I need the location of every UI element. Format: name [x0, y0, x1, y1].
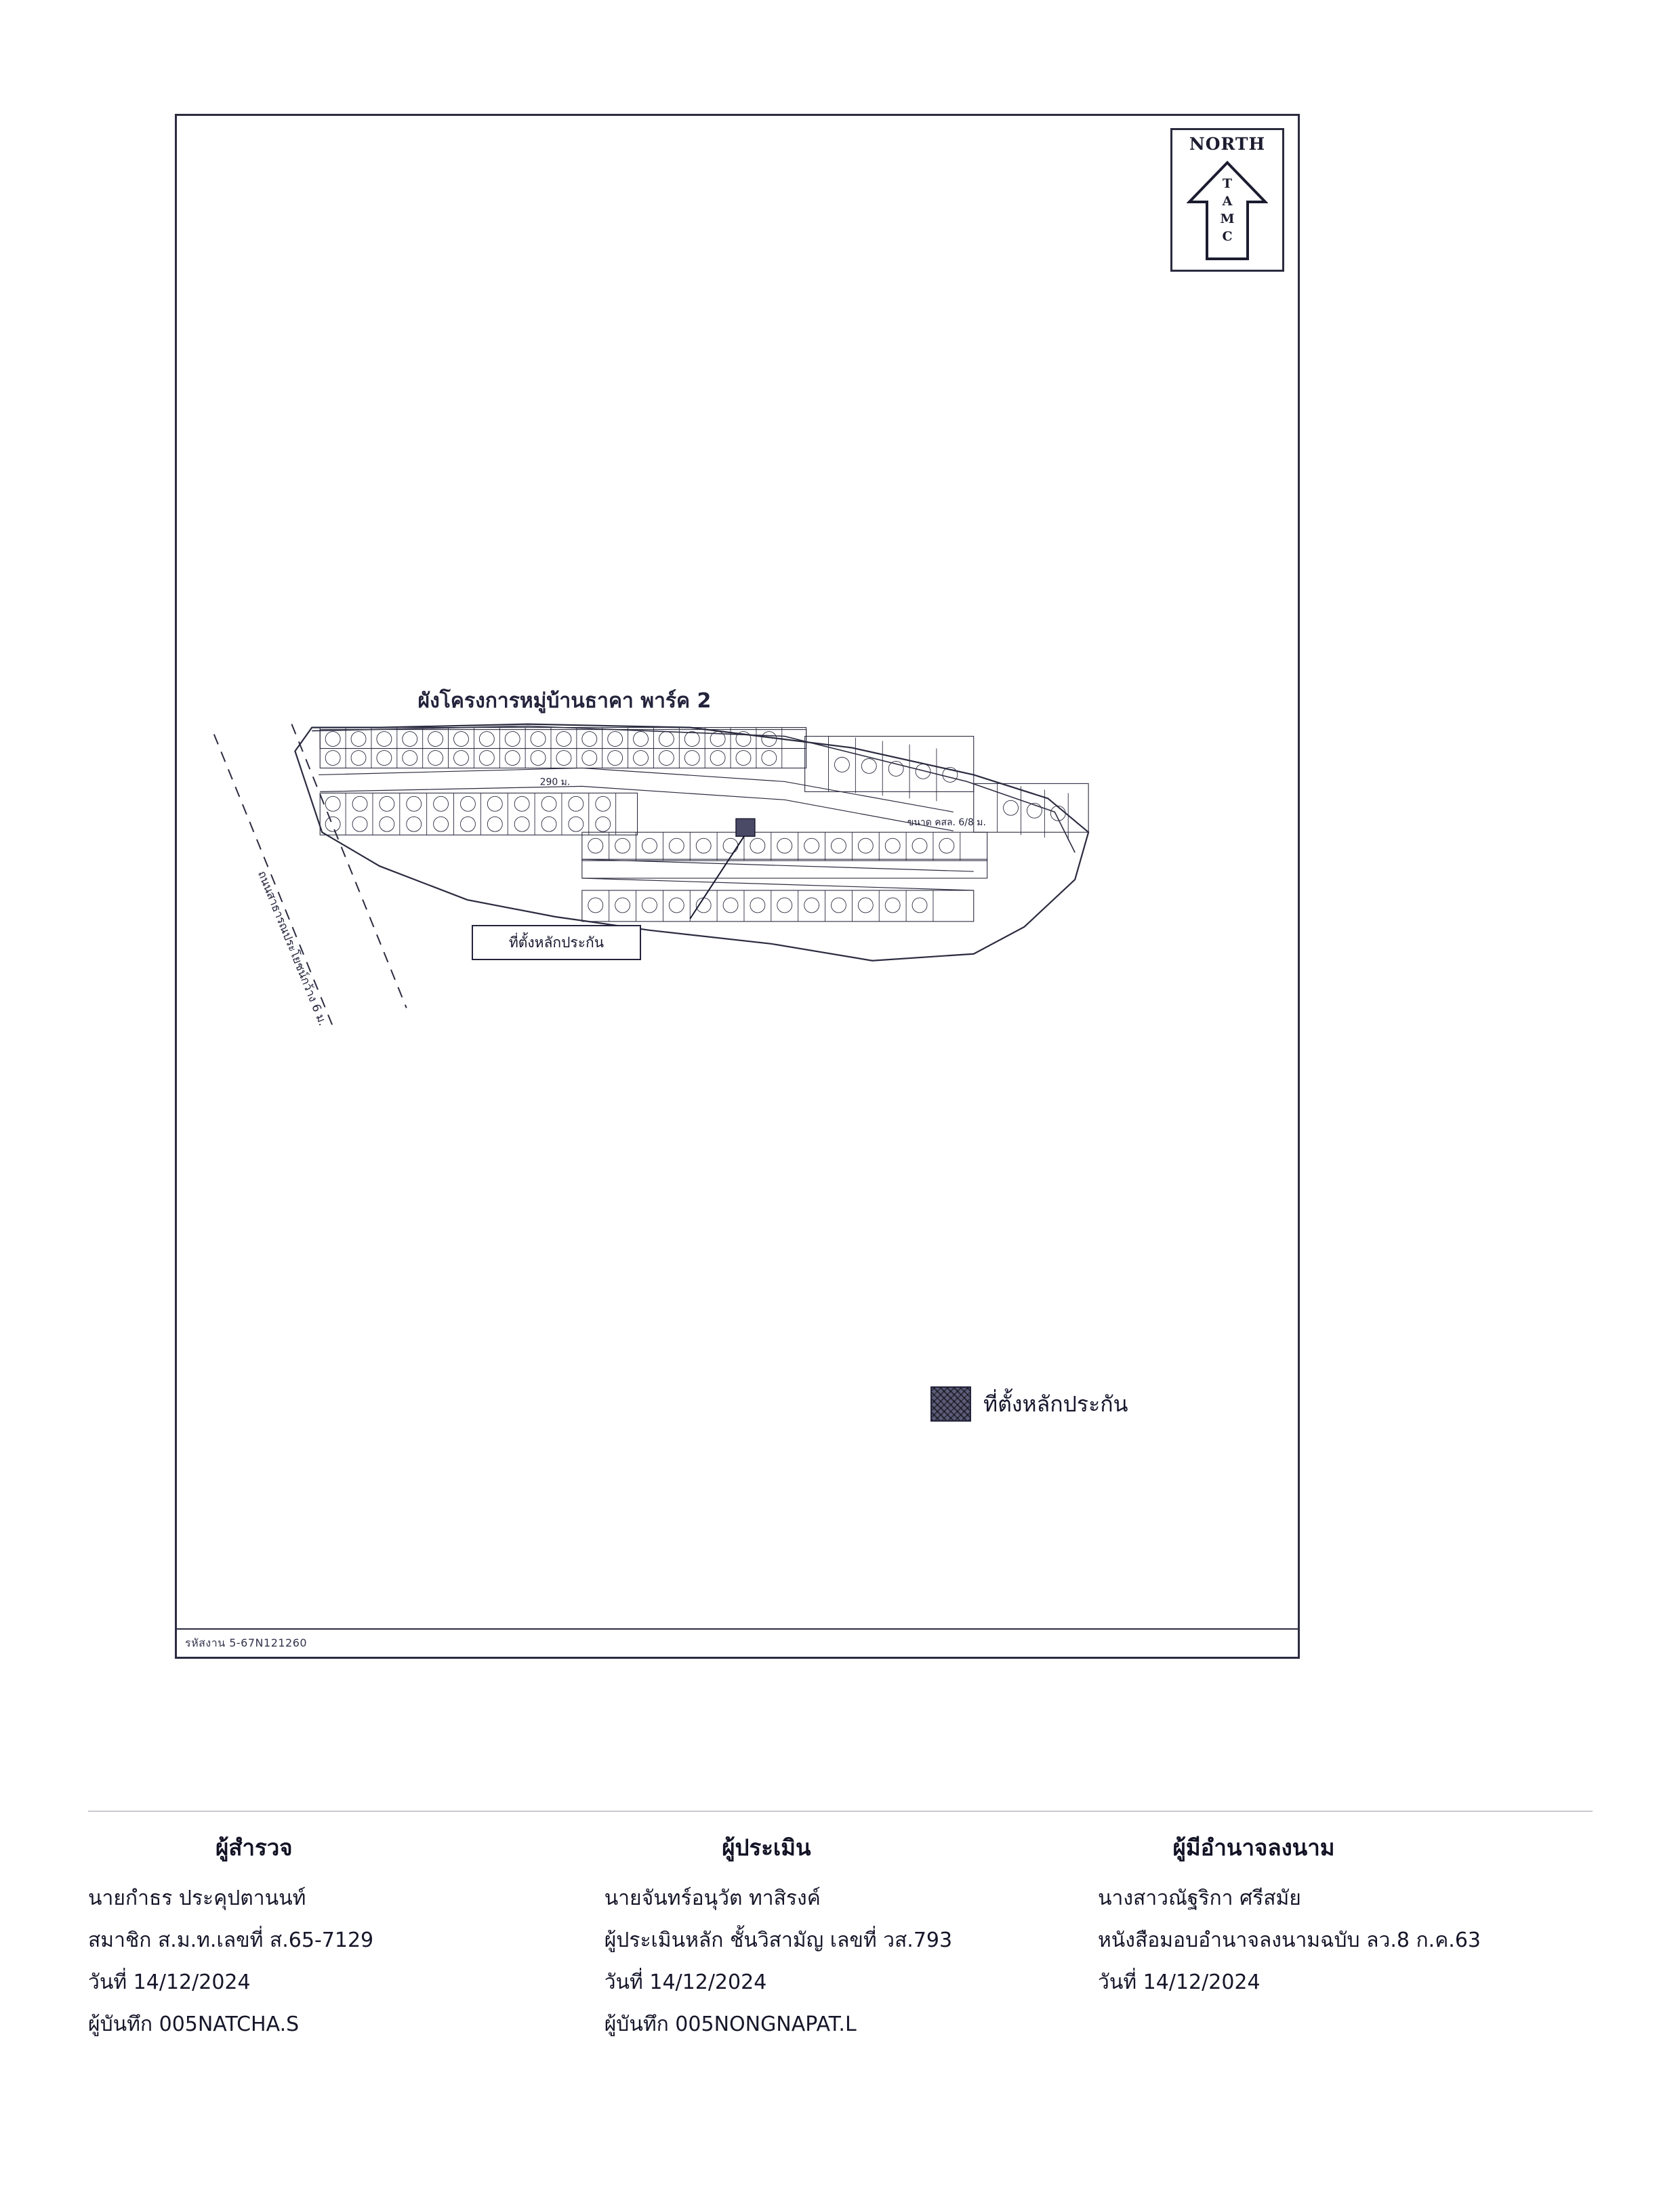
tamc-letter: T [1222, 176, 1233, 191]
signature-line: ผู้บันทึก 005NONGNAPAT.L [604, 2012, 857, 2036]
signature-line: ผู้บันทึก 005NATCHA.S [88, 2012, 300, 2036]
plan-title-text: ผังโครงการหมู่บ้านธาคา พาร์ค 2 [417, 689, 712, 713]
signature-column-authorized [1091, 1830, 1593, 2046]
signature-line: ผู้ประเมินหลัก ชั้นวิสามัญ เลขที่ วส.793 [604, 1928, 953, 1952]
signature-line: นายกำธร ประคุปตานนท์ [88, 1886, 306, 1910]
signature-line: วันที่ 14/12/2024 [604, 1970, 767, 1994]
north-label: NORTH [1189, 134, 1266, 154]
tamc-letter: A [1222, 194, 1233, 209]
collateral-callout [472, 925, 641, 960]
tamc-letter: C [1222, 229, 1233, 244]
collateral-callout-label: ที่ตั้งหลักประกัน [508, 934, 605, 951]
subdivision-drawing [177, 116, 1298, 1657]
svg-text:ถนนสาธารณประโยชน์กว้าง 6 ม.: ถนนสาธารณประโยชน์กว้าง 6 ม. [255, 869, 330, 1028]
legend-label-collateral: ที่ตั้งหลักประกัน [983, 1390, 1128, 1417]
signature-line: สมาชิก ส.ม.ท.เลขที่ ส.65-7129 [88, 1928, 374, 1952]
signature-role: ผู้มีอำนาจลงนาม [1172, 1834, 1335, 1861]
signature-role: ผู้สำรวจ [216, 1834, 293, 1861]
svg-text:290 ม.: 290 ม. [539, 777, 571, 788]
signature-line: นายจันทร์อนุวัต ทาสิรงค์ [604, 1886, 821, 1910]
signature-line: วันที่ 14/12/2024 [1098, 1970, 1261, 1994]
legend-swatch-collateral [930, 1386, 971, 1422]
site-plan-sheet [175, 114, 1300, 1659]
signature-line: หนังสือมอบอำนาจลงนามฉบับ ลว.8 ก.ค.63 [1098, 1928, 1481, 1952]
signature-role: ผู้ประเมิน [722, 1834, 811, 1861]
signature-divider [88, 1811, 1593, 1812]
signature-block [88, 1830, 1593, 2046]
signature-column-surveyor [88, 1830, 590, 2046]
signature-line: นางสาวณัฐริกา ศรีสมัย [1098, 1886, 1301, 1910]
sheet-code-bar [177, 1628, 1298, 1657]
tamc-letter: M [1220, 211, 1235, 226]
sheet-code-text: รหัสงาน 5-67N121260 [185, 1636, 308, 1649]
signature-line: วันที่ 14/12/2024 [88, 1970, 251, 1994]
signature-column-appraiser [590, 1830, 1091, 2046]
legend [930, 1386, 1128, 1422]
svg-text:ขนาด คสล. 6/8 ม.: ขนาด คสล. 6/8 ม. [907, 817, 986, 829]
